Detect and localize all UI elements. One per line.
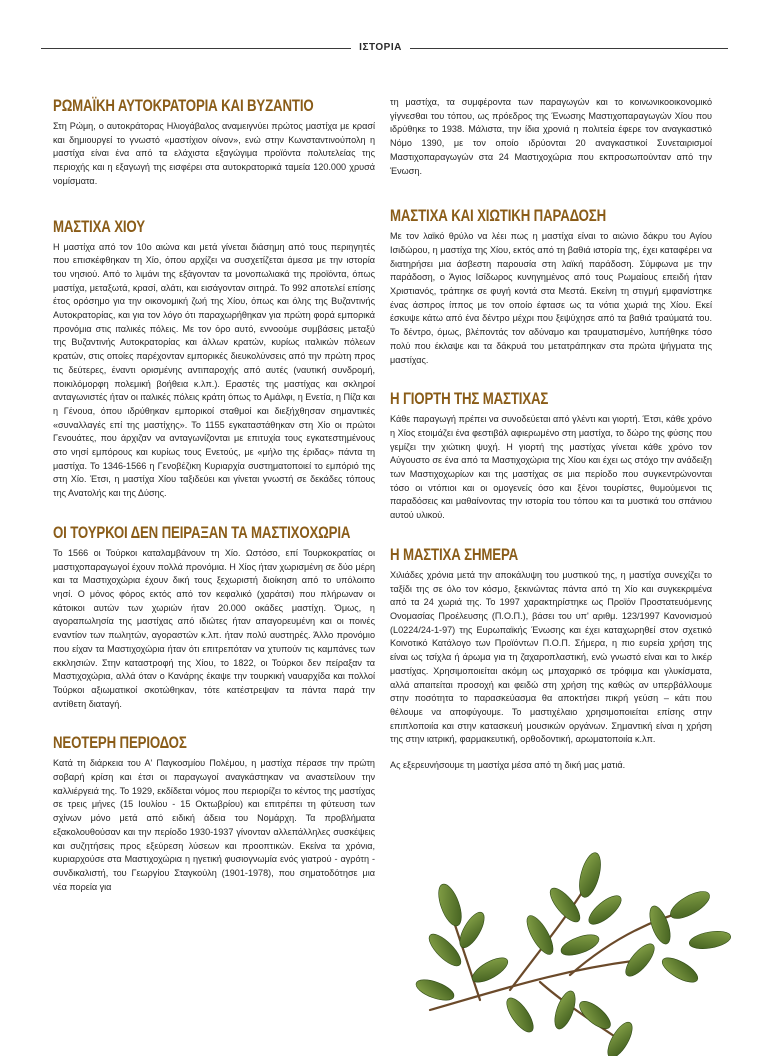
closing-line: Ας εξερευνήσουμε τη μαστίχα μέσα από τη δική μας ματιά. [390, 760, 626, 771]
article-tradition [390, 206, 712, 367]
article-turks [53, 523, 375, 711]
article-continuation [390, 96, 712, 178]
article-text: Κάθε παραγωγή πρέπει να συνοδεύεται από γλέντι και γιορτή. Έτσι, κάθε χρόνο η Χίος ετοιμάζει ένα φεστιβάλ αφιερωμένο στη μαστίχα, το δώρο της φύσης που γεμίζει την χιώτικη ψυχή. Η γιορτή της μαστίχας γίνεται κάθε χρόνο τον Αύγουστο σε ένα από τα Μαστιχοχώρια της Χίου και έχει ως στόχο την ανάδειξη των Μαστιχοχωρίων και της μαστίχας σε μια περίοδο που συγκεντρώνονται τόσο οι ντόπιοι και οι ομογενείς όσο και ξένοι τουρίστες, θυμούμενοι τις παραδόσεις και μαθαίνοντας την ιστορία του τόπου και τα μυστικά του σπάνιου αυτού υλικού. [390, 414, 712, 521]
article-mastic-chios [53, 217, 375, 501]
article-heading: ΝΕΟΤΕΡΗ ΠΕΡΙΟΔΟΣ [53, 733, 187, 753]
article-text: Στη Ρώμη, ο αυτοκράτορας Ηλιογάβαλος αναμειγνύει πρώτος μαστίχα με κρασί και δημιουργεί το γνωστό «μαστίχιον οίνον», ενώ στην Κωνσταντινούπολη η μαστίχα είναι ένα από τα ελάχιστα εξαγώγιμα προϊόντα πολυτελείας της περιοχής και η εξαγωγή της εισφέρει στα αυτοκρατορικά ταμεία 120.000 χρυσά νομίσματα. [53, 121, 375, 186]
article-roman-byzantine [53, 96, 375, 189]
left-column [53, 96, 375, 894]
article-festival [390, 389, 712, 523]
article-heading: Η ΓΙΟΡΤΗ ΤΗΣ ΜΑΣΤΙΧΑΣ [390, 389, 549, 409]
section-label: ΙΣΤΟΡΙΑ [359, 42, 402, 53]
header-rule-left [41, 48, 351, 49]
article-heading: ΟΙ ΤΟΥΡΚΟΙ ΔΕΝ ΠΕΙΡΑΞΑΝ ΤΑ ΜΑΣΤΙΧΟΧΩΡΙΑ [53, 522, 351, 542]
article-text: Χιλιάδες χρόνια μετά την αποκάλυψη του μυστικού της, η μαστίχα συνεχίζει το ταξίδι της σε όλο τον κόσμο, ξεκινώντας πάντα από τη Χίο και συγκεκριμένα από τα 24 χωριά της. Το 1997 χαρακτηρίστηκε ως Προϊόν Προστατευόμενης Ονομασίας Προέλευσης (Π.Ο.Π.), βάσει του υπ' αριθμ. 123/1997 Κανονισμού (L0224/24-1-97) της Ευρωπαϊκής Ένωσης και έχει καταχωρηθεί στον σχετικό Κοινοτικό Κατάλογο των Προϊόντων Π.Ο.Π. Σήμερα, η πιο ευρεία χρήση της είναι ως τσίχλα ή άρωμα για τη ζαχαροπλαστική, ενώ γνωστό είναι και το λικέρ μαστίχας. Χρησιμοποιείται ακόμη ως μπαχαρικό σε τρόφιμα και γλυκίσματα, αλλά απαιτείται προσοχή και φειδώ στη χρήση της καθώς αν υπερβάλλουμε στην ποσότητα το παρασκεύασμα θα αποκτήσει πικρή γεύση – κάτι που θέλουμε να αποφύγουμε. Το μαστιχέλαιο χρησιμοποιείται επίσης στην επιπλοποιία και στην κατασκευή μουσικών οργάνων. Σημαντική είναι η χρήση της στην ιατρική, φαρμακευτική, ορθοδοντική, αρωματοποιία κ.λπ. [390, 569, 712, 745]
article-text: Το 1566 οι Τούρκοι καταλαμβάνουν τη Χίο. Ωστόσο, επί Τουρκοκρατίας οι μαστιχοπαραγωγοί έχουν πολλά προνόμια. Η Χίος ήταν χωρισμένη σε δύο μέρη και τα Μαστιχοχώρια έχουν δική τους ξεχωριστή διοίκηση από το υπόλοιπο νησί. Ο μόνος φόρος εκτός από τον κεφαλικό (χαράτσι) που πλήρωναν οι κάτοικοι αυτών των χωριών ήταν 20.000 οκάδες μαστίχη. Όμως, η αγοραπωλησία της μαστίχας από ιδιώτες ήταν απαγορευμένη και οι ποινές εναντίον των πωλητών, αγοραστών κ.λπ. ήταν πολύ αυστηρές. Άλλο προνόμιο που είχαν τα Μαστιχοχώρια ήταν ότι επιτρεπόταν να χτυπούν τις καμπάνες των εκκλησιών. Στην καταστροφή της Χίου, το 1822, οι Τούρκοι δεν πείραξαν τα Μαστιχοχώρια, αλλά όταν ο Κανάρης έκαψε την τουρκική ναυαρχίδα και πολλοί Τούρκοι αξιωματικοί σκοτώθηκαν, τότε κατέστρεψαν τα πάντα παρά την αντίθετη διαταγή. [53, 547, 375, 709]
leaves [413, 850, 732, 1056]
header-rule-right [410, 48, 728, 49]
right-column [390, 96, 712, 773]
mastic-branch-image [390, 850, 750, 1056]
article-mastic-today [390, 545, 712, 747]
article-text: Με τον λαϊκό θρύλο να λέει πως η μαστίχα είναι το αιώνιο δάκρυ του Αγίου Ισιδώρου, η μαστίχα της Χίου, εκτός από τη βαθιά ιστορία της, έχει καταφέρει να διατηρήσει μια άσβεστη παρουσία στη λαϊκή παράδοση. Σύμφωνα με την παράδοση, ο Άγιος Ισίδωρος κυνηγημένος από τους Ρωμαίους επειδή ήταν Χριστιανός, τράπηκε σε φυγή κοντά στα Μεστά. Εκείνη τη στιγμή εμφανίστηκε ένας άσπρος ίππος με τον οποίο έφτασε ως τα νότια χωριά της Χίου. Εκεί έσκυψε κάτω από ένα δέντρο μέχρι που ξεψύχησε από τα βαθιά τραύματά του. Το δέντρο, όμως, βλέποντάς τον αδύναμο και τραυματισμένο, λυπήθηκε τόσο πολύ που έκλαψε και τα δάκρυά του μετατράπηκαν στα πρώτα ψήγματα της μαστίχας. [390, 231, 712, 365]
article-text: Η μαστίχα από τον 10ο αιώνα και μετά γίνεται διάσημη από τους περιηγητές που επισκέφθηκαν τη Χίο, όπου αρχίζει να συσχετίζεται άμεσα με την ιστορία του νησιού. Από το λιμάνι της εξάγονταν τα μονοπωλιακά της προϊόντα, όπως μαστίχα, μεταξωτά, κρασί, αλάτι, και εισάγονταν σιτηρά. Το 992 αποτελεί επίσης έτος ορόσημο για την οικονομική ζωή της Χίου, όπως και όλης της Βυζαντινής Αυτοκρατορίας, και για τον λόγο ότι παραχωρήθηκαν για πρώτη φορά εμπορικά προνόμια στις ιταλικές πόλεις. Με τον όρο αυτό, εννοούμε συμβάσεις μεταξύ της Βυζαντινής Αυτοκρατορίας και άλλων κρατών, κυρίως ιταλικών πόλεων κρατών, στις οποίες παρέχονταν εμπορικές διευκολύνσεις από την πρώτη προς τις δεύτερες, έναντι ορισμένης αντιπαροχής από αυτές (ναυτική συνδρομή, ποικιλόμορφη πολεμική βοήθεια κ.λπ.). Εραστές της μαστίχας και σκληροί ανταγωνιστές ήταν οι ιταλικές πόλεις κράτη όπως το Αμάλφι, η Ενετία, η Πίζα και η Γένουα, όπου ιδρύθηκαν εμπορικοί σταθμοί και διεξήχθησαν σημαντικές «συναλλαγές επί της μαστίχης». Το 1155 εγκαταστάθηκαν στη Χίο οι πρώτοι Γενουάτες, που άρχιζαν να ανταγωνίζονται με επιτυχία τους εγκατεστημένους στο νησί εμπόρους και κυρίως τους Ενετούς, με «μήλο της έριδας» πάντα τη μαστίχα. Το 1346-1566 η Γενοβέζικη Κυριαρχία συστηματοποιεί το εμπόριό της στη Χίο. Έτσι, η μαστίχα Χίου ταξιδεύει και γίνεται γνωστή σε δεκάδες τόπους της Ανατολής και της Δύσης. [53, 241, 375, 499]
article-text: τη μαστίχα, τα συμφέροντα των παραγωγών και το κοινωνικοοικονομικό γίγνεσθαι του τόπου, ως πρόεδρος της Ένωσης Μαστιχοπαραγωγών Χίου που ιδρύθηκε το 1938. Μάλιστα, την ίδια χρονιά η πολιτεία έφερε τον αναγκαστικό Νόμο 1390, με τον οποίο ιδρύονται 20 αναγκαστικοί Συνεταιρισμοί Μαστιχοπαραγωγών στα 24 Μαστιχοχώρια που εκπροσωπούνταν από την Ένωση. [390, 97, 712, 176]
article-heading: Η ΜΑΣΤΙΧΑ ΣΗΜΕΡΑ [390, 544, 519, 564]
article-text: Κατά τη διάρκεια του Α' Παγκοσμίου Πολέμου, η μαστίχα πέρασε την πρώτη σοβαρή κρίση και έτσι οι παραγωγοί αναγκάστηκαν να αναστείλουν την καλλιέργειά της. Το 1929, εκδίδεται νόμος που περιορίζει το κέντος της μαστίχας σε τρεις μήνες (15 Ιουλίου - 15 Οκτωβρίου) και επιτρέπει τη φύτευση των σχίνων μόνο μετά από ειδική άδεια του Νομάρχη. Τα προβλήματα εξακολουθούσαν και την περίοδο 1930-1937 γίνονταν αλλεπάλληλες συσκέψεις και συζητήσεις προς εξεύρεση λύσεων και προοπτικών. Εκείνα τα χρόνια, κυριαρχούσε στα Μαστιχοχώρια η ηγετική φυσιογνωμία ενός γιατρού - αγρότη - συνδικαλιστή, του Γεωργίου Σταγκούλη (1901-1978), που σηματοδότησε μια νέα πορεία για [53, 758, 375, 892]
article-heading: ΡΩΜΑΪΚΗ ΑΥΤΟΚΡΑΤΟΡΙΑ ΚΑΙ ΒΥΖΑΝΤΙΟ [53, 96, 314, 115]
article-heading: ΜΑΣΤΙΧΑ ΚΑΙ ΧΙΩΤΙΚΗ ΠΑΡΑΔΟΣΗ [390, 206, 607, 226]
article-heading: ΜΑΣΤΙΧΑ ΧΙΟΥ [53, 216, 145, 236]
article-modern-period [53, 733, 375, 894]
